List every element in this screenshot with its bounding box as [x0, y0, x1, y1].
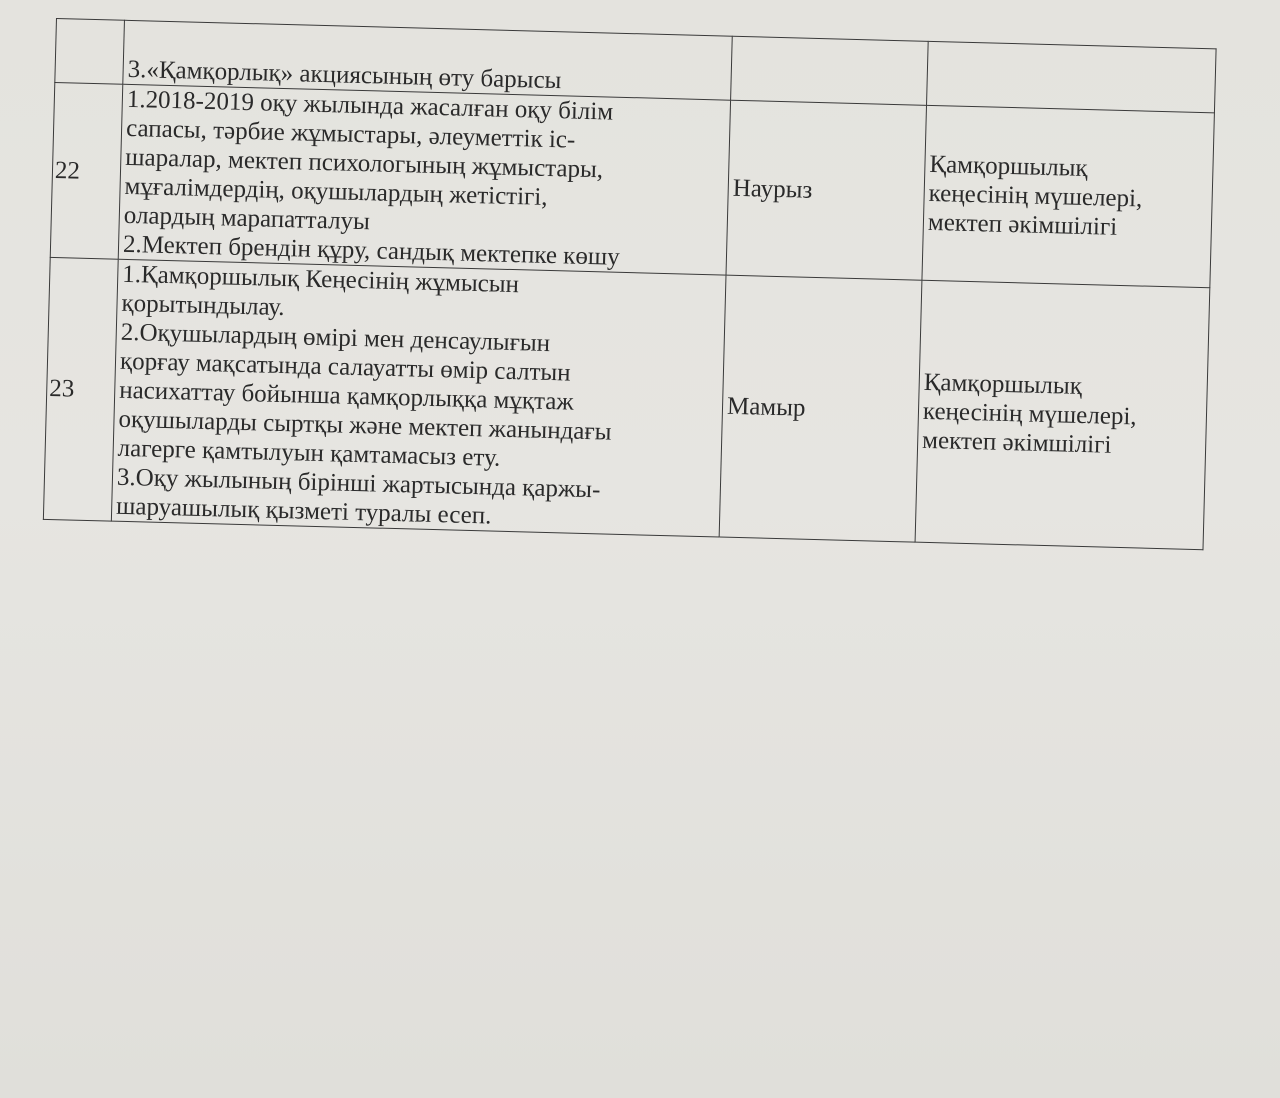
event-line: 3.«Қамқорлық» акциясының өту барысы [127, 55, 562, 95]
event-line: сапасы, тәрбие жұмыстары, әлеуметтік іс- [125, 114, 576, 154]
table-row [43, 257, 1209, 549]
event-line: шаралар, мектеп психологының жұмыстары, [125, 143, 604, 184]
event-cell [118, 84, 730, 275]
event-line: 1.Қамқоршылық Кеңесінің жұмысын [121, 260, 520, 299]
responsible-cell [922, 105, 1214, 287]
date-cell: Наурыз [726, 100, 927, 280]
event-line: олардың марапатталуы [123, 201, 371, 236]
responsible-cell [927, 41, 1217, 113]
event-line: қорытындылау. [121, 289, 285, 322]
row-number-cell: 23 [43, 257, 118, 521]
event-line: 2.Мектеп брендін құру, сандық мектепке көшу [122, 230, 621, 271]
responsible-line: мектеп әкімшілігі [927, 208, 1118, 241]
event-line: лагерге қамтылуын қамтамасыз ету. [117, 434, 501, 472]
table-row [50, 82, 1214, 287]
date-cell [731, 36, 929, 105]
plan-table [43, 18, 1217, 550]
responsible-line: кеңесінің мүшелері, [922, 397, 1137, 431]
event-line: 2.Оқушылардың өмірі мен денсаулығын [120, 318, 551, 358]
event-line: оқушыларды сыртқы және мектеп жанындағы [118, 405, 612, 446]
responsible-line: Қамқоршылық [923, 368, 1083, 400]
event-line: 1.2018-2019 оқу жылында жасалған оқу білім [126, 85, 614, 126]
responsible-line: кеңесінің мүшелері, [928, 179, 1143, 212]
event-line: насихаттау бойынша қамқорлыққа мұқтаж [118, 376, 575, 416]
responsible-line: мектеп әкімшілігі [921, 426, 1112, 459]
event-line: шаруашылық қызметі туралы есеп. [115, 492, 492, 530]
responsible-line: Қамқоршылық [929, 150, 1088, 182]
date-cell: Мамыр [719, 275, 922, 542]
plan-table-wrapper [43, 18, 1216, 550]
event-line: 3.Оқу жылының бірінші жартысында қаржы- [116, 463, 601, 504]
row-number-cell [55, 19, 125, 85]
event-line: қорғау мақсатында салауатты өмір салтын [119, 347, 571, 387]
event-cell [111, 259, 726, 537]
responsible-cell [915, 280, 1210, 549]
row-number-cell: 22 [50, 82, 123, 259]
event-line: мұғалімдердің, оқушылардың жетістігі, [124, 172, 548, 211]
